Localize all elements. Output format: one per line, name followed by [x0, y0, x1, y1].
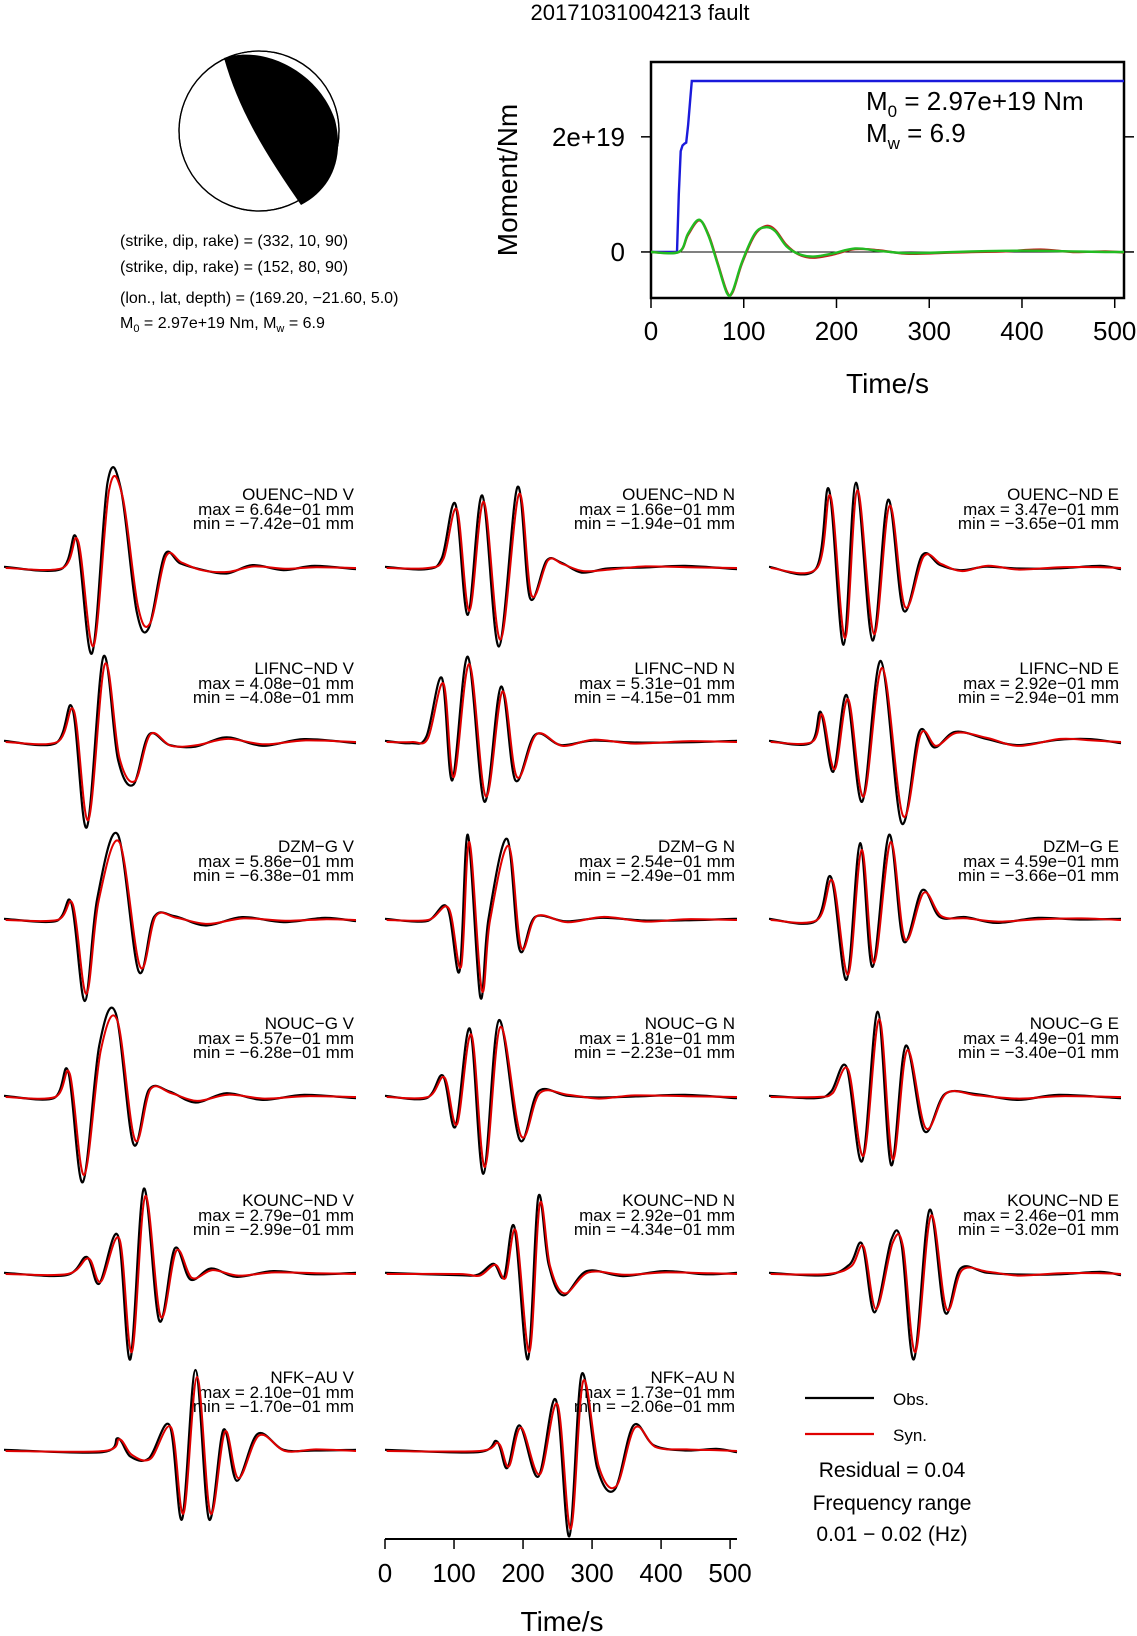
fault-plane-2: (strike, dip, rake) = (152, 80, 90) [120, 259, 349, 276]
station-panel [385, 835, 737, 999]
station-max: max = 5.31e−01 mm [579, 674, 735, 693]
moment-rate-chart [492, 62, 1136, 399]
station-label: OUENC−ND N [622, 485, 735, 504]
station-label: DZM−G V [277, 837, 354, 856]
moment-x-tick-label: 200 [814, 316, 859, 346]
station-panel [385, 485, 737, 647]
station-label: NOUC−G V [264, 1014, 354, 1033]
station-min: min = −4.08e−01 mm [192, 688, 354, 707]
moment-x-tick-label: 100 [722, 316, 766, 346]
station-min: min = −2.23e−01 mm [573, 1043, 735, 1062]
station-panel [4, 656, 356, 828]
station-label: NFK−AU N [650, 1368, 735, 1387]
station-max: max = 2.92e−01 mm [579, 1206, 735, 1225]
station-label: NOUC−G N [644, 1014, 735, 1033]
station-max: max = 2.54e−01 mm [579, 852, 735, 871]
fit-summary [813, 1459, 972, 1546]
figure-title: 20171031004213 fault [530, 0, 750, 25]
station-label: NOUC−G E [1029, 1014, 1119, 1033]
station-panel [769, 659, 1121, 824]
moment-y-tick-label: 0 [610, 236, 625, 267]
station-label: LIFNC−ND E [1019, 659, 1119, 678]
station-min: min = −2.94e−01 mm [957, 688, 1119, 707]
station-max: max = 6.64e−01 mm [198, 500, 354, 519]
station-panel [385, 1014, 737, 1174]
fault-plane-1: (strike, dip, rake) = (332, 10, 90) [120, 233, 349, 250]
frequency-range-value: 0.01 − 0.02 (Hz) [816, 1523, 968, 1546]
station-label: DZM−G E [1042, 837, 1119, 856]
station-panel [769, 835, 1121, 980]
station-label: DZM−G N [658, 837, 735, 856]
station-label: KOUNC−ND V [242, 1191, 354, 1210]
station-waveform-grid [4, 467, 1121, 1536]
time-axis-label: Time/s [520, 1606, 604, 1636]
moment-magnitude-line: $M_0 = 2.97e+19$ Nm, $M_w = 6.9$ [120, 315, 325, 335]
station-panel [4, 833, 356, 1001]
station-label: NFK−AU V [270, 1368, 354, 1387]
station-panel [4, 1368, 356, 1520]
station-min: min = −1.94e−01 mm [573, 514, 735, 533]
waveform-time-axis [378, 1539, 752, 1636]
station-max: max = 4.49e−01 mm [963, 1029, 1119, 1048]
station-min: min = −3.66e−01 mm [957, 866, 1119, 885]
time-axis-tick-label: 0 [377, 1558, 393, 1588]
moment-x-axis-label: Time/s [846, 368, 929, 399]
station-max: max = 4.59e−01 mm [963, 852, 1119, 871]
time-axis-tick-label: 100 [432, 1558, 476, 1588]
station-label: KOUNC−ND N [622, 1191, 735, 1210]
station-max: max = 1.73e−01 mm [579, 1383, 735, 1402]
station-min: min = −6.38e−01 mm [192, 866, 354, 885]
time-axis-tick-label: 200 [501, 1558, 545, 1588]
station-panel [385, 1368, 737, 1536]
station-panel [769, 1191, 1121, 1360]
station-max: max = 5.86e−01 mm [198, 852, 354, 871]
station-max: max = 4.08e−01 mm [198, 674, 354, 693]
time-axis-tick-label: 500 [708, 1558, 752, 1588]
station-label: OUENC−ND E [1007, 485, 1119, 504]
station-min: min = −7.42e−01 mm [192, 514, 354, 533]
station-panel [4, 1188, 356, 1359]
moment-x-tick-label: 400 [1000, 316, 1044, 346]
residual-label: Residual = 0.04 [818, 1459, 966, 1482]
station-panel [385, 1191, 737, 1359]
station-label: KOUNC−ND E [1007, 1191, 1119, 1210]
source-parameters [120, 233, 398, 335]
station-panel [385, 657, 737, 802]
moment-x-tick-label: 500 [1093, 316, 1137, 346]
station-max: max = 1.66e−01 mm [579, 500, 735, 519]
focal-mechanism-beachball [179, 51, 339, 211]
station-min: min = −2.06e−01 mm [573, 1397, 735, 1416]
station-min: min = −4.34e−01 mm [573, 1220, 735, 1239]
station-panel [769, 483, 1121, 645]
station-label: LIFNC−ND N [634, 659, 735, 678]
station-min: min = −3.65e−01 mm [957, 514, 1119, 533]
frequency-range-title: Frequency range [812, 1492, 972, 1515]
station-max: max = 5.57e−01 mm [198, 1029, 354, 1048]
moment-m0-annotation: $M_0 = 2.97e+19$ Nm [866, 86, 1084, 121]
station-panel [4, 1008, 356, 1183]
station-max: max = 2.46e−01 mm [963, 1206, 1119, 1225]
station-label: LIFNC−ND V [254, 659, 354, 678]
station-min: min = −3.02e−01 mm [957, 1220, 1119, 1239]
waveform-legend [805, 1390, 929, 1445]
moment-mw-annotation: $M_w = 6.9$ [866, 118, 966, 153]
moment-x-tick-label: 0 [643, 316, 659, 346]
moment-x-tick-label: 300 [907, 316, 951, 346]
station-max: max = 3.47e−01 mm [963, 500, 1119, 519]
moment-rate-obs-line [651, 220, 1124, 295]
station-max: max = 2.92e−01 mm [963, 674, 1119, 693]
station-min: min = −1.70e−01 mm [192, 1397, 354, 1416]
moment-y-tick-label: 2e+19 [551, 121, 625, 152]
station-min: min = −2.49e−01 mm [573, 866, 735, 885]
station-max: max = 2.79e−01 mm [198, 1206, 354, 1225]
obs-legend-label: Obs. [893, 1390, 929, 1409]
station-min: min = −4.15e−01 mm [573, 688, 735, 707]
station-min: min = −2.99e−01 mm [192, 1220, 354, 1239]
station-panel [4, 467, 356, 654]
moment-y-axis-label: Moment/Nm [492, 103, 523, 257]
station-min: min = −3.40e−01 mm [957, 1043, 1119, 1062]
station-panel [769, 1012, 1121, 1166]
time-axis-tick-label: 400 [639, 1558, 683, 1588]
station-max: max = 1.81e−01 mm [579, 1029, 735, 1048]
station-label: OUENC−ND V [242, 485, 354, 504]
time-axis-tick-label: 300 [570, 1558, 614, 1588]
station-max: max = 2.10e−01 mm [198, 1383, 354, 1402]
hypocenter-location: (lon., lat, depth) = (169.20, −21.60, 5.0) [120, 290, 399, 307]
syn-legend-label: Syn. [893, 1426, 928, 1445]
station-min: min = −6.28e−01 mm [192, 1043, 354, 1062]
moment-rate-syn-line [651, 220, 1124, 296]
